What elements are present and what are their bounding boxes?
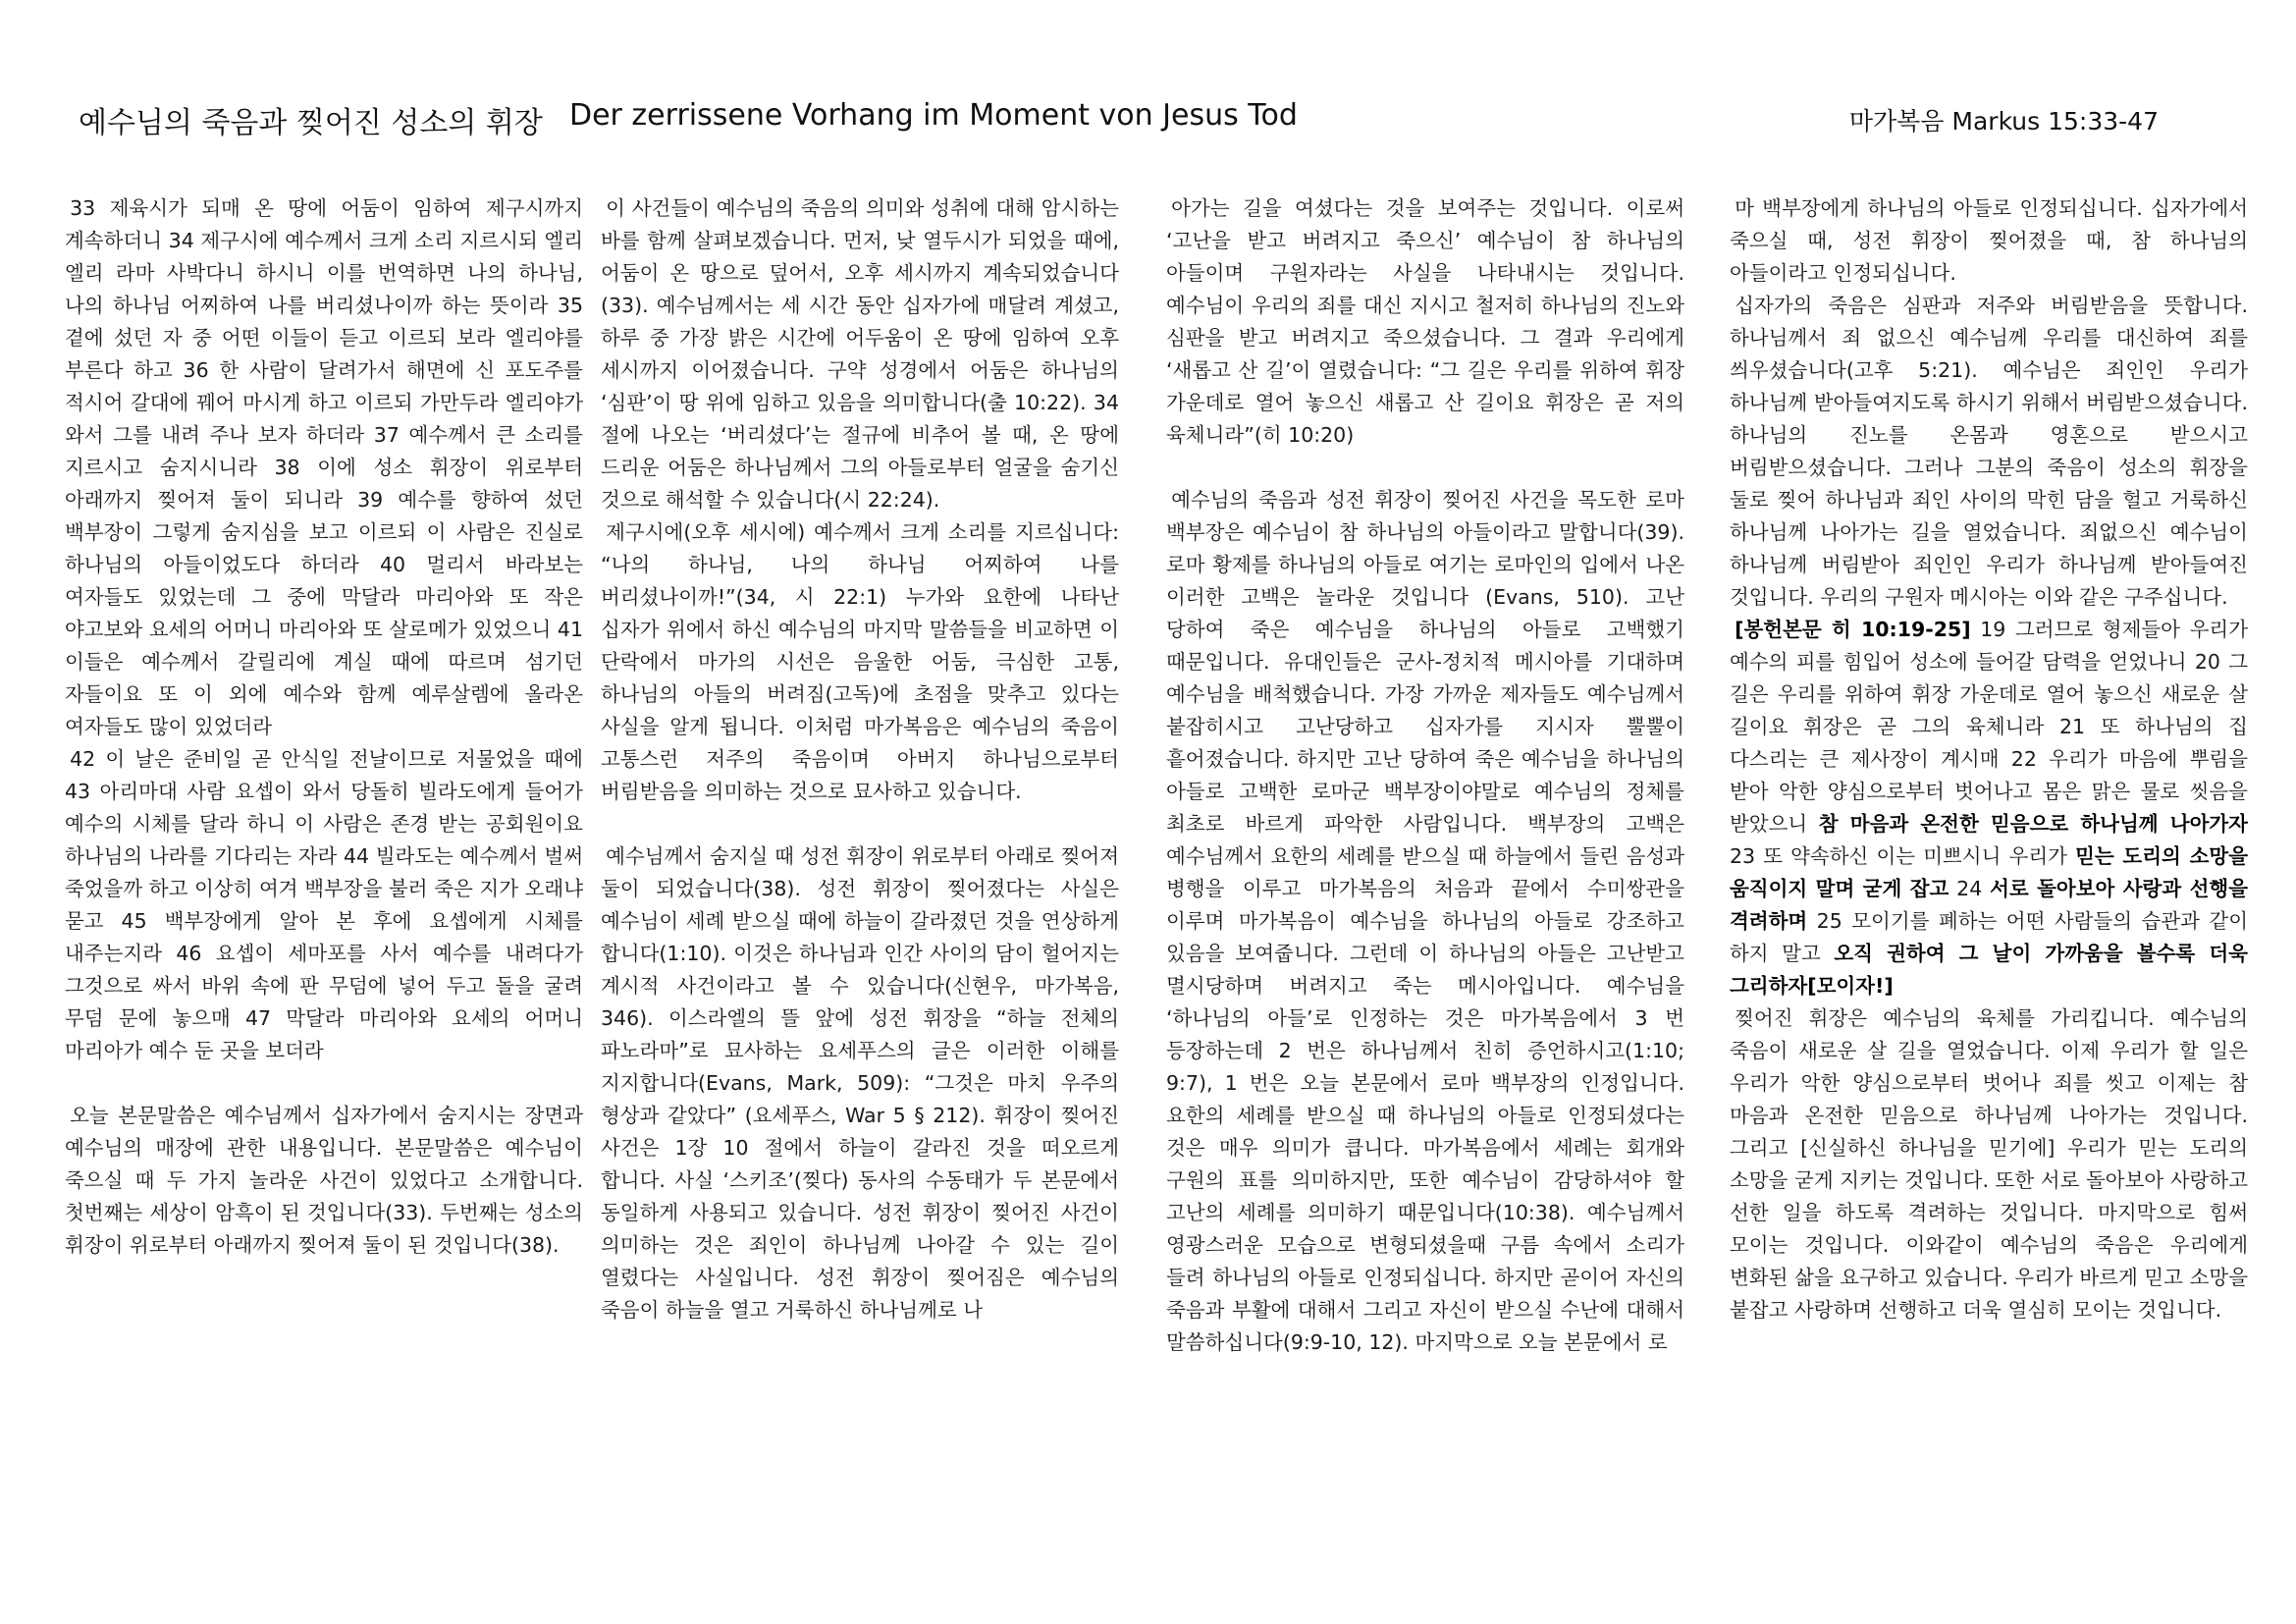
- text-columns: [65, 192, 2248, 1587]
- column-3: [1166, 192, 1684, 1587]
- column-4: [1730, 192, 2248, 1587]
- title-german: Der zerrissene Vorhang im Moment von Jesus Tod: [569, 98, 1298, 133]
- offering-text-hebrews: [1730, 614, 2248, 1002]
- bold-segment: 오직 권하여 그 날이 가까움을 볼수록 더욱 그리하자[모이자!]: [1730, 942, 2248, 998]
- bold-segment: 참 마음과 온전한 믿음으로 하나님께 나아가자: [1818, 812, 2248, 836]
- paragraph-cross-meaning: 십자가의 죽음은 심판과 저주와 버림받음을 뜻합니다. 하나님께서 죄 없으신 예수님께 우리를 대신하여 죄를 씌우셨습니다(고후 5:21). 예수님은 죄인인 우리가 하나님께 받아들여지도록 하시기 위해서 버림받으셨습니다. 하나님의 진노를 온몸과 영혼으로 받으시고 버림받으셨습니다. 그러나 그분의 죽음이 성소의 휘장을 둘로 찢어 하나님과 죄인 사이의 막힌 담을 헐고 거룩하신 하나님께 나아가는 길을 열었습니다. 죄없으신 예수님이 하나님께 버림받아 죄인인 우리가 하나님께 받아들여진 것입니다. 우리의 구원자 메시아는 이와 같은 구주십니다.: [1730, 294, 2248, 609]
- column-1: [65, 192, 583, 1587]
- paragraph-application: 찢어진 휘장은 예수님의 육체를 가리킵니다. 예수님의 죽음이 새로운 살 길을 열었습니다. 이제 우리가 할 일은 우리가 악한 양심으로부터 벗어나 죄를 씻고 이제는 참 마음과 온전한 믿음으로 하나님께 나아가는 것입니다. 그리고 [신실하신 하나님을 믿기에] 우리가 믿는 도리의 소망을 굳게 지키는 것입니다. 또한 서로 돌아보아 사랑하고 선한 일을 하도록 격려하는 것입니다. 마지막으로 힘써 모이는 것입니다. 이와같이 예수님의 죽음은 우리에게 변화된 삶을 요구하고 있습니다. 우리가 바르게 믿고 소망을 붙잡고 사랑하며 선행하고 더욱 열심히 모이는 것입니다.: [1730, 1006, 2248, 1322]
- paragraph-centurion: 예수님의 죽음과 성전 휘장이 찢어진 사건을 목도한 로마 백부장은 예수님이 참 하나님의 아들이라고 말합니다(39). 로마 황제를 하나님의 아들로 여기는 로마인의 입에서 나온 이러한 고백은 놀라운 것입니다 (Evans, 510). 고난 당하여 죽은 예수님을 하나님의 아들로 고백했기 때문입니다. 유대인들은 군사-정치적 메시아를 기대하며 예수님을 배척했습니다. 가장 가까운 제자들도 예수님께서 붙잡히시고 고난당하고 십자가를 지시자 뿔뿔이 흩어졌습니다. 하지만 고난 당하여 죽은 예수님을 하나님의 아들로 고백한 로마군 백부장이야말로 예수님의 정체를 최초로 바르게 파악한 사람입니다. 백부장의 고백은 예수님께서 요한의 세례를 받으실 때 하늘에서 들린 음성과 병행을 이루고 마가복음의 처음과 끝에서 수미쌍관을 이루며 마가복음이 예수님을 하나님의 아들로 강조하고 있음을 보여줍니다. 그런데 이 하나님의 아들은 고난받고 멸시당하며 버려지고 죽는 메시아입니다. 예수님을 ‘하나님의 아들’로 인정하는 것은 마가복음에서 3 번 등장하는데 2 번은 하나님께서 친히 증언하시고(1:10; 9:7), 1 번은 오늘 본문에서 로마 백부장의 인정입니다. 요한의 세례를 받으실 때 하나님의 아들로 인정되셨다는 것은 매우 의미가 큽니다. 마가복음에서 세례는 회개와 구원의 표를 의미하지만, 또한 예수님이 감당하셔야 할 고난의 세례를 의미하기 때문입니다(10:38). 예수님께서 영광스러운 모습으로 변형되셨을때 구름 속에서 소리가 들려 하나님의 아들로 인정되십니다. 하지만 곧이어 자신의 죽음과 부활에 대해서 그리고 자신이 받으실 수난에 대해서 말씀하십니다(9:9-10, 12). 마지막으로 오늘 본문에서 로: [1166, 488, 1684, 1354]
- bold-segment: 믿는 도리의 소망을 움직이지 말며 굳게 잡고: [1730, 844, 2248, 900]
- paragraph-curtain: 예수님께서 숨지실 때 성전 휘장이 위로부터 아래로 찢어져 둘이 되었습니다(38). 성전 휘장이 찢어졌다는 사실은 예수님이 세례 받으실 때에 하늘이 갈라졌던 것을 연상하게 합니다(1:10). 이것은 하나님과 인간 사이의 담이 헐어지는 계시적 사건이라고 볼 수 있습니다(신현우, 마가복음, 346). 이스라엘의 뜰 앞에 성전 휘장을 “하늘 전체의 파노라마”로 묘사하는 요세푸스의 글은 이러한 이해를 지지합니다(Evans, Mark, 509): “그것은 마치 우주의 형상과 같았다” (요세푸스, War 5 § 212). 휘장이 찢어진 사건은 1장 10 절에서 하늘이 갈라진 것을 떠오르게 합니다. 사실 ‘스키조’(찢다) 동사의 수동태가 두 본문에서 동일하게 사용되고 있습니다. 성전 휘장이 찢어진 사건이 의미하는 것은 죄인이 하나님께 나아갈 수 있는 길이 열렸다는 사실입니다. 성전 휘장이 찢어짐은 예수님의 죽음이 하늘을 열고 거룩하신 하나님께로 나: [601, 844, 1119, 1322]
- column-2: [601, 192, 1119, 1587]
- bold-segment: 서로 돌아보아 사랑과 선행을 격려하며: [1730, 877, 2248, 933]
- text-segment: 24: [1949, 877, 1991, 900]
- paragraph-new-way: 아가는 길을 여셨다는 것을 보여주는 것입니다. 이로써 ‘고난을 받고 버려지고 죽으신’ 예수님이 참 하나님의 아들이며 구원자라는 사실을 나타내시는 것입니다. 예수님이 우리의 죄를 대신 지시고 철저히 하나님의 진노와 심판을 받고 버려지고 죽으셨습니다. 그 결과 우리에게 ‘새롭고 산 길’이 열렸습니다: “그 길은 우리를 위하여 휘장 가운데로 열어 놓으신 새롭고 산 길이요 휘장은 곧 저의 육체니라”(히 10:20): [1166, 196, 1684, 447]
- page-header: [79, 98, 2217, 147]
- bible-passage-42-47: 42 이 날은 준비일 곧 안식일 전날이므로 저물었을 때에 43 아리마대 사람 요셉이 와서 당돌히 빌라도에게 들어가 예수의 시체를 달라 하니 이 사람은 존경 받는 공회원이요 하나님의 나라를 기다리는 자라 44 빌라도는 예수께서 벌써 죽었을까 하고 이상히 여겨 백부장을 불러 죽은 지가 오래냐 묻고 45 백부장에게 알아 본 후에 요셉에게 시체를 내주는지라 46 요셉이 세마포를 사서 예수를 내려다가 그것으로 싸서 바위 속에 판 무덤에 넣어 두고 돌을 굴려 무덤 문에 놓으매 47 막달라 마리아와 요세의 어머니 마리아가 예수 둔 곳을 보더라: [65, 747, 583, 1062]
- scripture-reference: 마가복음 Markus 15:33-47: [1848, 107, 2159, 135]
- paragraph-darkness: 이 사건들이 예수님의 죽음의 의미와 성취에 대해 암시하는 바를 함께 살펴보겠습니다. 먼저, 낮 열두시가 되었을 때에, 어둠이 온 땅으로 덮어서, 오후 세시까지 계속되었습니다(33). 예수님께서는 세 시간 동안 십자가에 매달려 계셨고, 하루 중 가장 밝은 시간에 어두움이 온 땅에 임하여 오후 세시까지 이어졌습니다. 구약 성경에서 어둠은 하나님의 ‘심판’이 땅 위에 임하고 있음을 의미합니다(출 10:22). 34 절에 나오는 ‘버리셨다’는 절규에 비추어 볼 때, 온 땅에 드리운 어둠은 하나님께서 그의 아들로부터 얼굴을 숨기신 것으로 해석할 수 있습니다(시 22:24).: [601, 196, 1119, 512]
- text-segment: 25 모이기를 폐하는 어떤 사람들의 습관과 같이 하지 말고: [1730, 909, 2248, 965]
- paragraph-cry: 제구시에(오후 세시에) 예수께서 크게 소리를 지르십니다: “나의 하나님, 나의 하나님 어찌하여 나를 버리셨나이까!”(34, 시 22:1) 누가와 요한에 나타난 십자가 위에서 하신 예수님의 마지막 말씀들을 비교하면 이 단락에서 마가의 시선은 음울한 어둠, 극심한 고통, 하나님의 아들의 버려짐(고독)에 초점을 맞추고 있다는 사실을 알게 됩니다. 이처럼 마가복음은 예수님의 죽음이 고통스런 저주의 죽음이며 아버지 하나님으로부터 버림받음을 의미하는 것으로 묘사하고 있습니다.: [601, 520, 1119, 803]
- sermon-intro: 오늘 본문말씀은 예수님께서 십자가에서 숨지시는 장면과 예수님의 매장에 관한 내용입니다. 본문말씀은 예수님이 죽으실 때 두 가지 놀라운 사건이 있었다고 소개합니다. 첫번째는 세상이 암흑이 된 것입니다(33). 두번째는 성소의 휘장이 위로부터 아래까지 찢어져 둘이 된 것입니다(38).: [65, 1104, 583, 1257]
- offering-heading: [봉헌본문 히 10:19-25]: [1735, 618, 1971, 641]
- paragraph-son-of-god: 마 백부장에게 하나님의 아들로 인정되십니다. 십자가에서 죽으실 때, 성전 휘장이 찢어졌을 때, 참 하나님의 아들이라고 인정되십니다.: [1730, 196, 2248, 285]
- text-segment: 23 또 약속하신 이는 미쁘시니 우리가: [1730, 844, 2076, 868]
- text-segment: 19 그러므로 형제들아 우리가 예수의 피를 힘입어 성소에 들어갈 담력을 얻었나니 20 그 길은 우리를 위하여 휘장 가운데로 열어 놓으신 새로운 살 길이요 휘장은 곧 그의 육체니라 21 또 하나님의 집 다스리는 큰 제사장이 계시매 22 우리가 마음에 뿌림을 받아 악한 양심으로부터 벗어나고 몸은 맑은 물로 씻음을 받았으니: [1730, 618, 2248, 836]
- title-korean: 예수님의 죽음과 찢어진 성소의 휘장: [79, 106, 543, 140]
- bible-passage-33-41: 33 제육시가 되매 온 땅에 어둠이 임하여 제구시까지 계속하더니 34 제구시에 예수께서 크게 소리 지르시되 엘리 엘리 라마 사박다니 하시니 이를 번역하면 나의 하나님, 나의 하나님 어찌하여 나를 버리셨나이까 하는 뜻이라 35 곁에 섰던 자 중 어떤 이들이 듣고 이르되 보라 엘리야를 부른다 하고 36 한 사람이 달려가서 해면에 신 포도주를 적시어 갈대에 꿰어 마시게 하고 이르되 가만두라 엘리야가 와서 그를 내려 주나 보자 하더라 37 예수께서 큰 소리를 지르시고 숨지시니라 38 이에 성소 휘장이 위로부터 아래까지 찢어져 둘이 되니라 39 예수를 향하여 섰던 백부장이 그렇게 숨지심을 보고 이르되 이 사람은 진실로 하나님의 아들이었도다 하더라 40 멀리서 바라보는 여자들도 있었는데 그 중에 막달라 마리아와 또 작은 야고보와 요세의 어머니 마리아와 또 살로메가 있었으니 41 이들은 예수께서 갈릴리에 계실 때에 따르며 섬기던 자들이요 또 이 외에 예수와 함께 예루살렘에 올라온 여자들도 많이 있었더라: [65, 196, 583, 738]
